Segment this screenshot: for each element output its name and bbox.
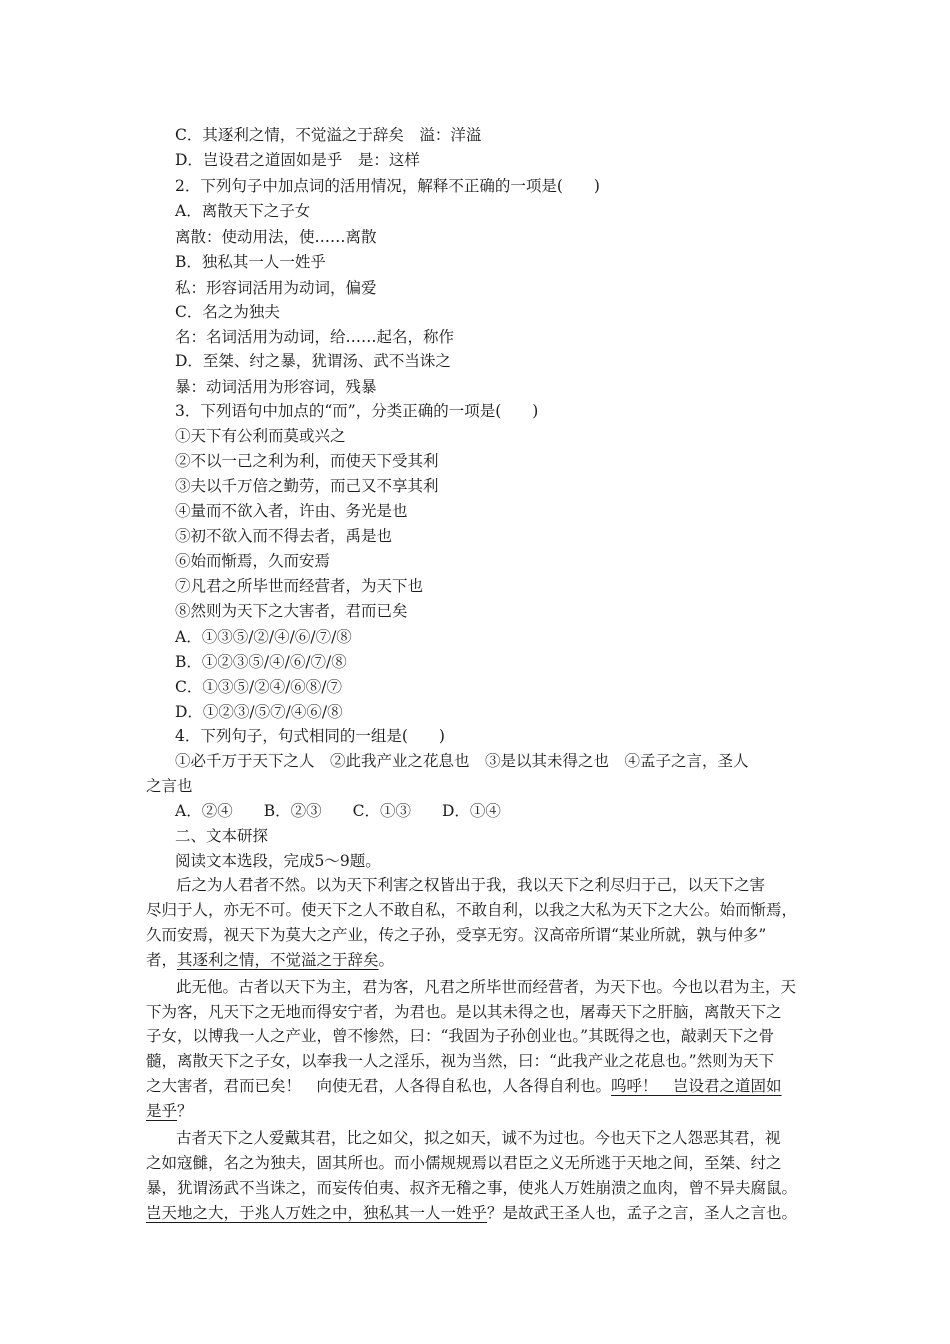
q3-sentence-6: ⑥始而惭焉，久而安焉 (175, 552, 331, 570)
q3-option-a: A．①③⑤/②/④/⑥/⑦/⑧ (175, 628, 352, 646)
passage-p2-line5 (146, 1074, 782, 1098)
passage-p2-line2: 下为客，凡天下之无地而得安宁者，为君也。是以其未得之也，屠毒天下之肝脑，离散天下之 (146, 1003, 782, 1021)
passage-p1-line2: 尽归于人，亦无不可。使天下之人不敢自私，不敢自利，以我之大私为天下之大公。始而惭焉， (146, 901, 798, 919)
q4-sentences-line1: ①必千万于天下之人 ②此我产业之花息也 ③是以其未得之也 ④孟子之言，圣人 (175, 752, 749, 770)
q3-option-b: B．①②③⑤/④/⑥/⑦/⑧ (175, 653, 347, 671)
q2-option-d: D．至桀、纣之暴，犹谓汤、武不当诛之 (175, 352, 451, 370)
question-3: 3．下列语句中加点的“而”，分类正确的一项是( ) (175, 402, 539, 420)
passage-p1-line4 (146, 948, 394, 972)
q4-sentences-line2: 之言也 (146, 777, 193, 795)
q3-sentence-3: ③夫以千万倍之勤劳，而己又不享其利 (175, 477, 439, 495)
q3-sentence-2: ②不以一己之利为利，而使天下受其利 (175, 452, 439, 470)
underlined-sentence-2a: 呜呼！ 岂设君之道固如 (611, 1077, 782, 1095)
passage-text: ？ (177, 1102, 193, 1120)
passage-text: 。 (378, 951, 395, 969)
q2-option-a: A．离散天下之子女 (175, 202, 311, 220)
passage-p1-line3: 久而安焉，视天下为莫大之产业，传之子孙，受享无穷。汉高帝所谓“某业所就，孰与仲多” (146, 926, 767, 944)
passage-p3-line3: 暴，犹谓汤武不当诛之，而妄传伯夷、叔齐无稽之事，使兆人万姓崩溃之血肉，曾不异夫腐鼠。 (146, 1179, 798, 1197)
passage-text: 者， (146, 951, 178, 969)
question-2: 2．下列句子中加点词的活用情况，解释不正确的一项是( ) (175, 177, 600, 195)
q3-option-c: C．①③⑤/②④/⑥⑧/⑦ (175, 678, 343, 696)
passage-p1-line1: 后之为人君者不然。以为天下利害之权皆出于我，我以天下之利尽归于己，以天下之害 (176, 876, 766, 894)
q3-sentence-7: ⑦凡君之所毕世而经营者，为天下也 (175, 577, 424, 595)
passage-p2-line3: 子女，以博我一人之产业，曾不惨然，曰：“我固为子孙创业也。”其既得之也，敲剥天下之骨 (146, 1027, 775, 1045)
q4-options: A．②④ B．②③ C．①③ D．①④ (175, 802, 501, 820)
q3-sentence-4: ④量而不欲入者，许由、务光是也 (175, 502, 408, 520)
q3-sentence-8: ⑧然则为天下之大害者，君而已矣 (175, 602, 408, 620)
q3-sentence-1: ①天下有公利而莫或兴之 (175, 427, 346, 445)
reading-instruction: 阅读文本选段，完成5～9题。 (175, 852, 381, 870)
passage-p2-line1: 此无他。古者以天下为主，君为客，凡君之所毕世而经营者，为天下也。今也以君为主，天 (176, 978, 797, 996)
passage-p3-line1: 古者天下之人爱戴其君，比之如父，拟之如天，诚不为过也。今也天下之人怨恶其君，视 (176, 1129, 781, 1147)
q2-option-a-explain: 离散：使动用法，使……离散 (175, 228, 377, 246)
underlined-sentence-1: 其逐利之情，不觉溢之于辞矣 (177, 951, 379, 969)
q2-option-c-explain: 名：名词活用为动词，给……起名，称作 (175, 328, 455, 346)
q2-option-d-explain: 暴：动词活用为形容词，残暴 (175, 378, 377, 396)
underlined-sentence-2b: 是乎 (146, 1102, 178, 1120)
option-d-line: D．岂设君之道固如是乎 是：这样 (175, 151, 420, 169)
passage-text: ？是故武王圣人也，孟子之言，圣人之言也。 (487, 1204, 798, 1222)
q3-option-d: D．①②③/⑤⑦/④⑥/⑧ (175, 703, 343, 721)
passage-p2-line6 (146, 1099, 193, 1123)
passage-p2-line4: 髓，离散天下之子女，以奉我一人之淫乐，视为当然，曰：“此我产业之花息也。”然则为天下 (146, 1052, 775, 1070)
passage-text: 之大害者，君而已矣！ 向使无君，人各得自私也，人各得自利也。 (146, 1077, 612, 1095)
q2-option-b: B．独私其一人一姓乎 (175, 253, 326, 271)
passage-p3-line4 (146, 1201, 797, 1225)
passage-p3-line2: 之如寇雠，名之为独夫，固其所也。而小儒规规焉以君臣之义无所逃于天地之间，至桀、纣之 (146, 1154, 782, 1172)
option-c-line: C．其逐利之情，不觉溢之于辞矣 溢：洋溢 (175, 126, 482, 144)
q2-option-c: C．名之为独夫 (175, 303, 280, 321)
section-heading: 二、文本研探 (175, 827, 269, 845)
q2-option-b-explain: 私：形容词活用为动词，偏爱 (175, 279, 377, 297)
question-4: 4．下列句子，句式相同的一组是( ) (175, 727, 445, 745)
underlined-sentence-3: 岂天地之大，于兆人万姓之中，独私其一人一姓乎 (146, 1204, 488, 1222)
q3-sentence-5: ⑤初不欲入而不得去者，禹是也 (175, 527, 393, 545)
